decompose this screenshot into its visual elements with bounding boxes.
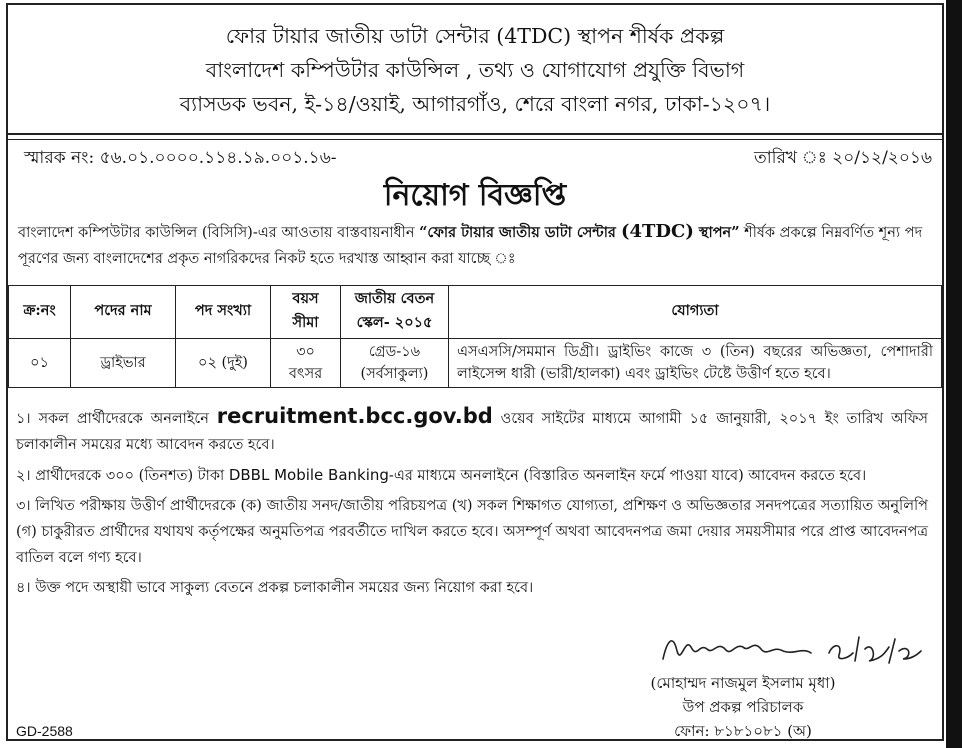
header-age-limit (271, 286, 341, 339)
intro-project-name: “ফোর টায়ার জাতীয় ডাটা সেন্টার (419, 224, 621, 241)
condition-1-start: ১। সকল প্রার্থীদেরকে অনলাইনে (16, 411, 217, 427)
header-age-line2: সীমা (292, 314, 319, 331)
letterhead (8, 5, 942, 133)
condition-3: ৩। লিখিত পরীক্ষায় উত্তীর্ণ প্রার্থীদেরকে (ক) জাতীয় সনদ/জাতীয় পরিচয়পত্র (খ) সকল শিক্ষাগত যোগ্যতা, প্রশিক্ষণ ও অভিজ্ঞতার সনদপত্রের সত্যায়িত অনুলিপি (গ) চাকুরীরত প্রার্থীদের যথাযথ কর্তৃপক্ষের অনুমতিপত্র পরবর্তীতে দাখিল করতে হবে। অসম্পূর্ণ অথবা আবেদনপত্র জমা দেয়ার সময়সীমার পরে প্রাপ্ত আবেদনপত্র বাতিল বলে গণ্য হবে। (16, 498, 928, 566)
header-pay-line2: স্কেল- ২০১৫ (356, 314, 433, 331)
header-pay-line1: জাতীয় বেতন (354, 290, 435, 307)
condition-1-end: ওয়েব সাইটের মাধ্যমে আগামী ১৫ জানুয়ারী, ২০১৭ ইং তারিখ অফিস চলাকালীন সময়ের মধ্যে আবেদন করতে হবে। (16, 411, 929, 453)
cell-age-line2: বৎসর (288, 366, 323, 382)
cell-post-count: ০২ (দুই) (176, 339, 271, 388)
vacancy-table (8, 285, 942, 388)
intro-paragraph (18, 219, 932, 272)
cell-serial: ০১ (9, 339, 71, 388)
intro-text-start: বাংলাদেশ কম্পিউটার কাউন্সিল (বিসিসি)-এর আওতায় বাস্তবায়নাধীন (18, 225, 420, 241)
header-qualification: যোগ্যতা (449, 286, 942, 339)
condition-1 (16, 403, 928, 458)
header-divider-thin (8, 139, 942, 140)
recruitment-website: recruitment.bcc.gov.bd (216, 404, 493, 428)
condition-2-end: -এর মাধ্যমে অনলাইনে (বিস্তারিত অনলাইন ফর্মে পাওয়া যাবে) আবেদন করতে হবে। (388, 468, 867, 484)
condition-4: ৪। উক্ত পদে অস্থায়ী ভাবে সাকুল্য বেতনে প্রকল্প চলাকালীন সময়ের জন্য নিয়োগ করা হবে। (16, 580, 534, 596)
organization-name: বাংলাদেশ কম্পিউটার কাউন্সিল , তথ্য ও যোগাযোগ প্রযুক্তি বিভাগ (205, 58, 745, 82)
conditions-list (16, 403, 928, 605)
signatory-block (608, 671, 878, 743)
right-edge-bar (946, 0, 962, 748)
cell-post-name: ড্রাইভার (71, 339, 176, 388)
table-header-row (9, 286, 942, 339)
signatory-name: (মোহাম্মদ নাজমুল ইসলাম মৃধা) (650, 674, 836, 692)
header-serial: ক্র:নং (9, 286, 71, 339)
cell-qualification: এসএসসি/সমমান ডিগ্রী। ড্রাইভিং কাজে ৩ (তিন) বছরের অভিজ্ঞতা, পেশাদারী লাইসেন্স ধারী (ভারী/হালকা) এবং ড্রাইভিং টেষ্টে উত্তীর্ণ হতে হবে। (449, 339, 942, 388)
condition-2 (16, 462, 928, 489)
cell-pay-scale (341, 339, 449, 388)
condition-2-start: ২। প্রার্থীদেরকে ৩০০ (তিনশত) টাকা (16, 468, 229, 484)
cell-pay-line1: গ্রেড-১৬ (368, 344, 421, 360)
office-address: ব্যাসডক ভবন, ই-১৪/ওয়াই, আগারগাঁও, শেরে বাংলা নগর, ঢাকা-১২০৭। (179, 92, 771, 116)
intro-text-end: শীর্ষক প্রকল্পে নিম্নবর্ণিত শূন্য পদ পূরণের জন্য বাংলাদেশের প্রকৃত নাগরিকদের নিকট হতে দরখাস্ত আহ্বান করা যাচ্ছে ঃ (18, 225, 923, 267)
header-age-line1: বয়স (292, 290, 319, 307)
notice-title: নিয়োগ বিজ্ঞপ্তি (383, 178, 567, 213)
header-post-count: পদ সংখ্যা (176, 286, 271, 339)
intro-project-end: স্থাপন” (693, 224, 740, 241)
signatory-phone: ফোন: ৮১৮১০৮১ (অ) (674, 722, 812, 740)
header-divider-thick (8, 133, 942, 135)
header-post-name: পদের নাম (71, 286, 176, 339)
project-name: ফোর টায়ার জাতীয় ডাটা সেন্টার (4TDC) স্থাপন শীর্ষক প্রকল্প (225, 24, 725, 48)
table-row (9, 339, 942, 388)
intro-project-abbr: (4TDC) (620, 221, 694, 242)
cell-age-limit (271, 339, 341, 388)
signatory-designation: উপ প্রকল্প পরিচালক (682, 698, 804, 716)
header-pay-scale (341, 286, 449, 339)
payment-method: DBBL Mobile Banking (228, 466, 389, 484)
memo-date: তারিখ ঃ ২০/১২/২০১৬ (754, 148, 932, 168)
cell-pay-line2: (সর্বসাকুল্য) (360, 366, 429, 382)
memo-number: স্মারক নং: ৫৬.০১.০০০০.১১৪.১৯.০০১.১৬- (24, 148, 337, 168)
gd-code: GD-2588 (16, 723, 73, 739)
notice-sheet (6, 3, 944, 741)
cell-age-line1: ৩০ (296, 344, 315, 360)
